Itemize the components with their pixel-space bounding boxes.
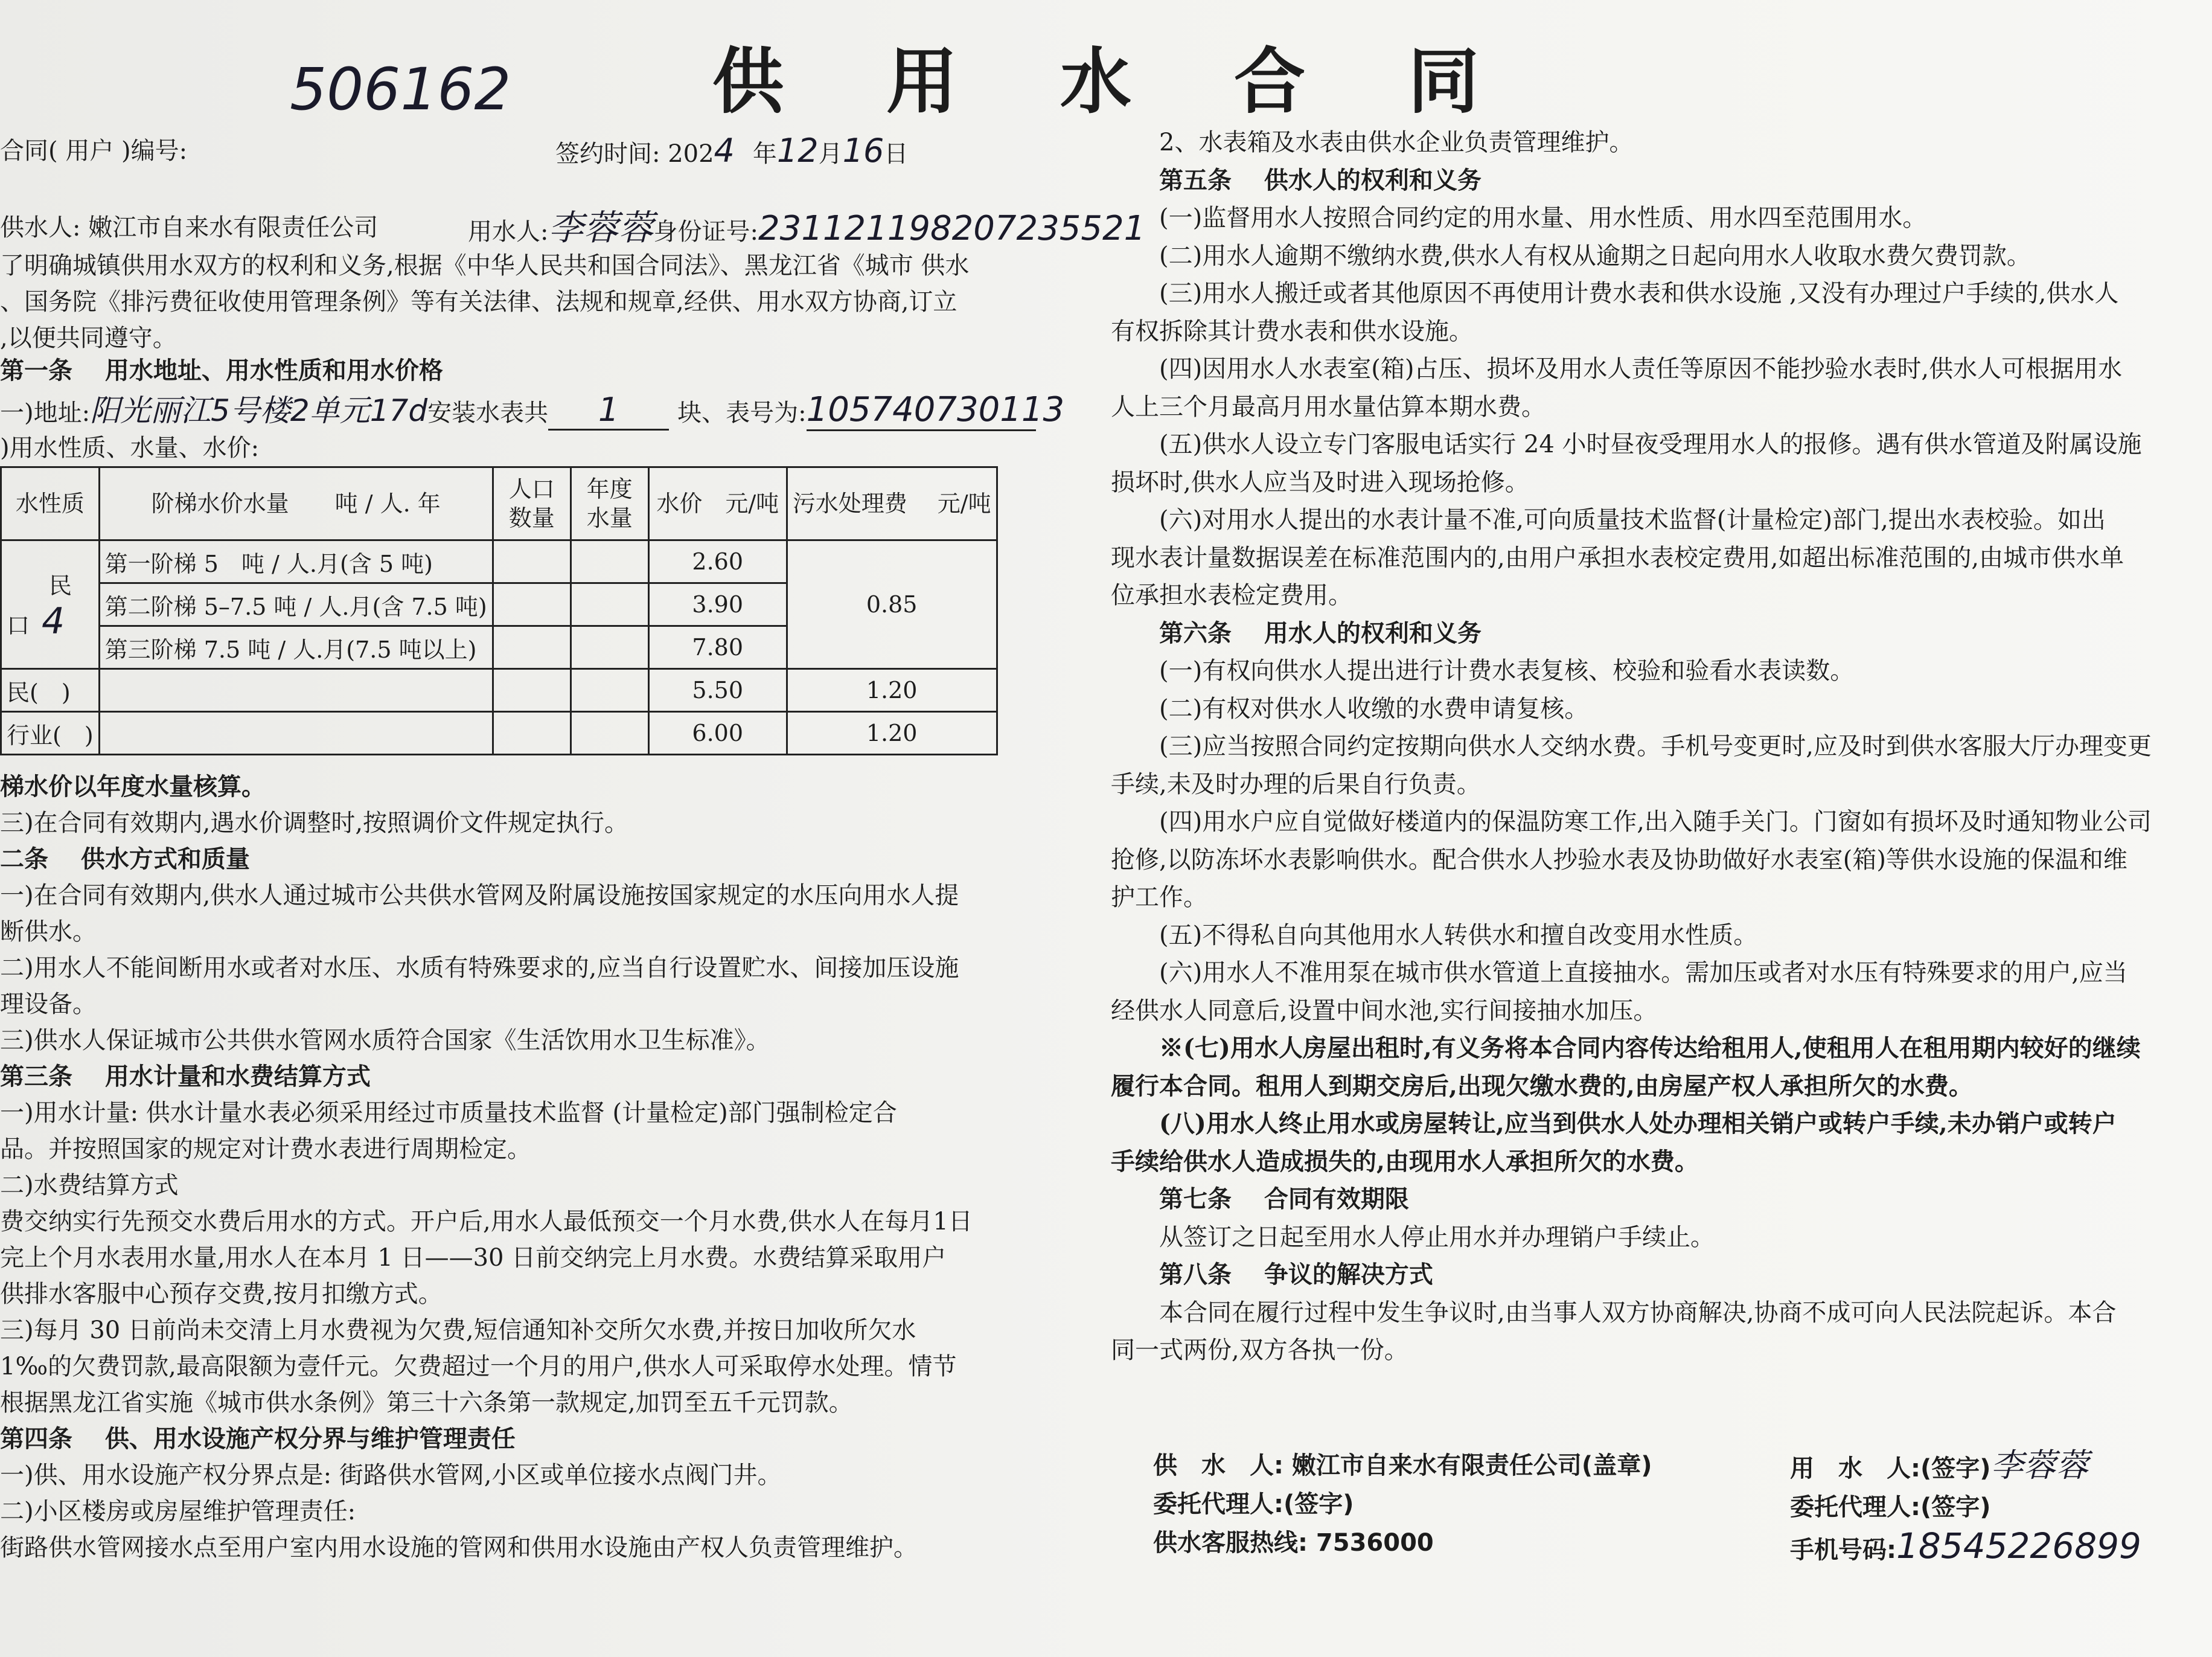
tier-label: 第三阶梯 7.5 吨 / 人.月(7.5 吨以上) [99, 626, 493, 669]
tier-price: 7.80 [648, 626, 787, 669]
nature-household-label: 口 [7, 612, 30, 639]
sign-time-label: 签约时间: 202 [555, 140, 714, 168]
clause-line: 二条 供水方式和质量 [0, 845, 250, 873]
clause-line: (八)用水人终止用水或房屋转让,应当到供水人处办理相关销户或转户手续,未办销户或转户 [1159, 1109, 2117, 1138]
sign-day-handwritten: 16 [842, 132, 884, 170]
clause-line: 从签订之日起至用水人停止用水并办理销户手续止。 [1159, 1223, 1715, 1251]
empty-cell [99, 669, 493, 712]
water-price-table [0, 466, 998, 755]
row-sewage-fee: 1.20 [787, 669, 997, 712]
supplier-agent: 委托代理人:(签字) [1153, 1490, 1354, 1518]
empty-cell [571, 712, 648, 755]
article-1-heading: 第一条 用水地址、用水性质和用水价格 [0, 356, 443, 385]
clause-line: (五)供水人设立专门客服电话实行 24 小时昼夜受理用水人的报修。遇有供水管道及附属设施 [1159, 431, 2142, 458]
clause-line: 1‰的欠费罚款,最高限额为壹仟元。欠费超过一个月的用户,供水人可采取停水处理。情节 [0, 1353, 957, 1380]
clause-line: 经供水人同意后,设置中间水池,实行间接抽水加压。 [1111, 996, 1658, 1025]
clause-line: 二)水费结算方式 [0, 1171, 179, 1199]
service-hotline: 供水客服热线: 7536000 [1153, 1529, 1434, 1557]
clause-line: 第三条 用水计量和水费结算方式 [0, 1062, 371, 1091]
clause-line: 完上个月水表用水量,用水人在本月 1 日——30 日前交纳完上月水费。水费结算采取用户 [0, 1244, 947, 1272]
user-name-handwritten: 李蓉蓉 [548, 207, 654, 248]
address-label: 一)地址: [0, 399, 91, 427]
nature-resident-label: 民 [49, 572, 72, 599]
clause-line: 第四条 供、用水设施产权分界与维护管理责任 [0, 1425, 516, 1453]
table-header-cell: 阶梯水价水量 吨 / 人. 年 [99, 467, 493, 540]
household-count-handwritten: 4 [42, 600, 65, 643]
clause-line: 有权拆除其计费水表和供水设施。 [1111, 317, 1473, 345]
nature-resident-cell [1, 540, 100, 669]
tier-label: 第一阶梯 5 吨 / 人.月(含 5 吨) [99, 540, 493, 583]
clause-line: 一)在合同有效期内,供水人通过城市公共供水管网及附属设施按国家规定的水压向用水人提 [0, 882, 959, 909]
clause-line: 一)用水计量: 供水计量水表必须采用经过市质量技术监督 (计量检定)部门强制检定合 [0, 1099, 897, 1127]
population-cell [493, 540, 571, 583]
supplier-party: 供水人: 嫩江市自来水有限责任公司 [0, 214, 379, 242]
month-suffix: 月 [818, 140, 843, 168]
id-label: 身份证号: [653, 218, 758, 246]
tier-label: 第二阶梯 5–7.5 吨 / 人.月(含 7.5 吨) [99, 583, 493, 626]
clause-line: (四)用水户应自觉做好楼道内的保温防寒工作,出入随手关门。门窗如有损坏及时通知物业公司 [1159, 808, 2152, 836]
clause-line: 现水表计量数据误差在标准范围内的,由用户承担水表校定费用,如超出标准范围的,由城市供水单 [1111, 543, 2124, 572]
clause-line: (四)因用水人水表室(箱)占压、损坏及用水人责任等原因不能抄验水表时,供水人可根据用水 [1159, 355, 2123, 383]
meter-count-handwritten: 1 [548, 391, 669, 431]
table-header-cell: 水性质 [1, 467, 100, 540]
article-1-sub2: )用水性质、水量、水价: [0, 434, 260, 462]
clause-line: 第六条 用水人的权利和义务 [1159, 618, 1482, 647]
intro-line: 了明确城镇供用水双方的权利和义务,根据《中华人民共和国合同法》、黑龙江省《城市 供水 [0, 252, 970, 280]
table-row [1, 669, 997, 712]
intro-line: 、国务院《排污费征收使用管理条例》等有关法律、法规和规章,经供、用水双方协商,订立 [0, 288, 957, 316]
table-header-cell: 污水处理费 元/吨 [787, 467, 997, 540]
clause-line: 费交纳实行先预交水费后用水的方式。开户后,用水人最低预交一个月水费,供水人在每月1日 [0, 1208, 973, 1236]
intro-paragraph [0, 248, 969, 356]
annual-volume-cell [571, 626, 648, 669]
clause-line: 断供水。 [0, 918, 97, 946]
clause-line: 二)用水人不能间断用水或者对水压、水质有特殊要求的,应当自行设置贮水、间接加压设施 [0, 954, 959, 982]
title-char: 合 [1234, 39, 1306, 123]
table-header-cell: 人口 数量 [493, 467, 571, 540]
meter-label: 安装水表共 [427, 399, 549, 427]
row-price: 5.50 [648, 669, 787, 712]
id-number-handwritten: 231121198207235521 [758, 209, 1146, 248]
clause-line: 手续给供水人造成损失的,由现用水人承担所欠的水费。 [1111, 1147, 1699, 1176]
meter-number-handwritten: 1057407301​13 [807, 390, 1036, 431]
address-line [0, 386, 1065, 431]
user-label: 用水人: [468, 218, 549, 246]
population-cell [493, 626, 571, 669]
supplier-signature: 供 水 人: 嫩江市自来水有限责任公司(盖章) [1153, 1452, 1652, 1479]
user-phone [1790, 1527, 2141, 1569]
clause-line: 第七条 合同有效期限 [1159, 1185, 1409, 1213]
empty-cell [571, 669, 648, 712]
contract-number-label: 合同( 用户 )编号: [0, 137, 188, 165]
clause-line: 一)供、用水设施产权分界点是: 街路供水管网,小区或单位接水点阀门井。 [0, 1461, 782, 1489]
table-header-cell: 年度 水量 [571, 467, 648, 540]
title-char: 水 [1060, 39, 1132, 123]
clause-line: 根据黑龙江省实施《城市供水条例》第三十六条第一款规定,加罚至五千元罚款。 [0, 1389, 853, 1417]
clause-line: 手续,未及时办理的后果自行负责。 [1111, 770, 1481, 798]
clause-line: 人上三个月最高月用水量估算本期水费。 [1111, 393, 1546, 421]
annual-volume-cell [571, 583, 648, 626]
clause-line: 三)在合同有效期内,遇水价调整时,按照调价文件规定执行。 [0, 809, 629, 837]
clause-line: 理设备。 [0, 990, 97, 1018]
tier-sewage-fee: 0.85 [787, 540, 997, 669]
title-char: 供 [712, 39, 784, 123]
clause-line: 抢修,以防冻坏水表影响供水。配合供水人抄验水表及协助做好水表室(箱)等供水设施的保温和维 [1111, 845, 2127, 874]
address-handwritten: 阳光丽江5号楼2单元17d [90, 393, 428, 428]
clause-line: 三)每月 30 日前尚未交清上月水费视为欠费,短信通知补交所欠水费,并按日加收所欠水 [0, 1316, 916, 1344]
left-column-text [0, 769, 1014, 1566]
clause-line: 二)小区楼房或房屋维护管理责任: [0, 1498, 356, 1525]
clause-line: ※(七)用水人房屋出租时,有义务将本合同内容传达给租用人,使租用人在租用期内较好的继续 [1159, 1034, 2141, 1062]
meter-number-label: 块、表号为: [677, 399, 807, 427]
clause-line: 损坏时,供水人应当及时进入现场抢修。 [1111, 468, 1529, 496]
clause-line: 护工作。 [1111, 883, 1207, 911]
clause-line: (一)监督用水人按照合同约定的用水量、用水性质、用水四至范围用水。 [1159, 204, 1927, 232]
nature-label: 民( ) [1, 669, 100, 712]
phone-handwritten: 18545226899 [1896, 1525, 2141, 1566]
row-sewage-fee: 1.20 [787, 712, 997, 755]
clause-line: 位承担水表检定费用。 [1111, 582, 1352, 609]
handwritten-contract-number: 506162 [290, 56, 511, 123]
supplier-signature-block [1153, 1446, 1652, 1562]
clause-line: (六)用水人不准用泵在城市供水管道上直接抽水。需加压或者对水压有特殊要求的用户,应当 [1159, 959, 2127, 987]
clause-line: 第五条 供水人的权利和义务 [1159, 165, 1482, 194]
title-char: 同 [1408, 39, 1480, 123]
clause-line: 履行本合同。租用人到期交房后,出现欠缴水费的,由房屋产权人承担所欠的水费。 [1111, 1071, 1973, 1100]
sign-year-handwritten: 4 [714, 132, 735, 170]
empty-cell [493, 669, 571, 712]
user-signature-handwritten: 李蓉蓉 [1990, 1446, 2089, 1484]
clause-line: 供排水客服中心预存交费,按月扣缴方式。 [0, 1280, 443, 1308]
user-signature [1790, 1446, 2141, 1488]
empty-cell [493, 712, 571, 755]
day-suffix: 日 [884, 140, 909, 168]
annual-volume-cell [571, 540, 648, 583]
user-party [468, 199, 1145, 250]
clause-line: 第八条 争议的解决方式 [1159, 1260, 1433, 1289]
user-signature-label: 用 水 人:(签字) [1790, 1455, 1991, 1482]
table-header-cell: 水价 元/吨 [648, 467, 787, 540]
intro-line: ,以便共同遵守。 [0, 324, 177, 352]
clause-line: (三)应当按照合同约定按期向供水人交纳水费。手机号变更时,应及时到供水客服大厅办理变更 [1159, 732, 2152, 760]
user-agent: 委托代理人:(签字) [1790, 1493, 1991, 1521]
population-cell [493, 583, 571, 626]
phone-label: 手机号码: [1790, 1536, 1896, 1564]
sign-date [555, 132, 908, 170]
row-price: 6.00 [648, 712, 787, 755]
tier-price: 2.60 [648, 540, 787, 583]
clause-line: (三)用水人搬迁或者其他原因不再使用计费水表和供水设施 ,又没有办理过户手续的,供水人 [1159, 280, 2119, 307]
year-suffix: 年 [752, 140, 777, 168]
clause-line: 街路供水管网接水点至用户室内用水设施的管网和供用水设施由产权人负责管理维护。 [0, 1534, 918, 1562]
clause-line: 三)供水人保证城市公共供水管网水质符合国家《生活饮用水卫生标准》。 [0, 1027, 770, 1054]
right-column-text [1111, 124, 2204, 1370]
clause-line: 本合同在履行过程中发生争议时,由当事人双方协商解决,协商不成可向人民法院起诉。本合 [1159, 1298, 2117, 1327]
page-title [712, 24, 1479, 127]
table-header-row [1, 467, 997, 540]
clause-line: 梯水价以年度水量核算。 [0, 772, 266, 801]
clause-line: 品。并按照国家的规定对计费水表进行周期检定。 [0, 1135, 531, 1163]
clause-line: (二)用水人逾期不缴纳水费,供水人有权从逾期之日起向用水人收取水费欠费罚款。 [1159, 242, 2031, 270]
user-signature-block [1790, 1446, 2141, 1569]
nature-label: 行业( ) [1, 712, 100, 755]
household-row [7, 600, 94, 643]
clause-line: (二)有权对供水人收缴的水费申请复核。 [1159, 694, 1589, 723]
clause-line: 同一式两份,双方各执一份。 [1111, 1336, 1408, 1364]
title-char: 用 [886, 39, 958, 123]
clause-line: (五)不得私自向其他用水人转供水和擅自改变用水性质。 [1159, 921, 1758, 949]
table-row [1, 712, 997, 755]
empty-cell [99, 712, 493, 755]
table-row [1, 540, 997, 583]
clause-line: (六)对用水人提出的水表计量不准,可向质量技术监督(计量检定)部门,提出水表校验。如出 [1159, 506, 2106, 534]
clause-line: 2、水表箱及水表由供水企业负责管理维护。 [1159, 129, 1634, 156]
tier-price: 3.90 [648, 583, 787, 626]
clause-line: (一)有权向供水人提出进行计费水表复核、校验和验看水表读数。 [1159, 657, 1855, 685]
sign-month-handwritten: 12 [776, 132, 819, 170]
